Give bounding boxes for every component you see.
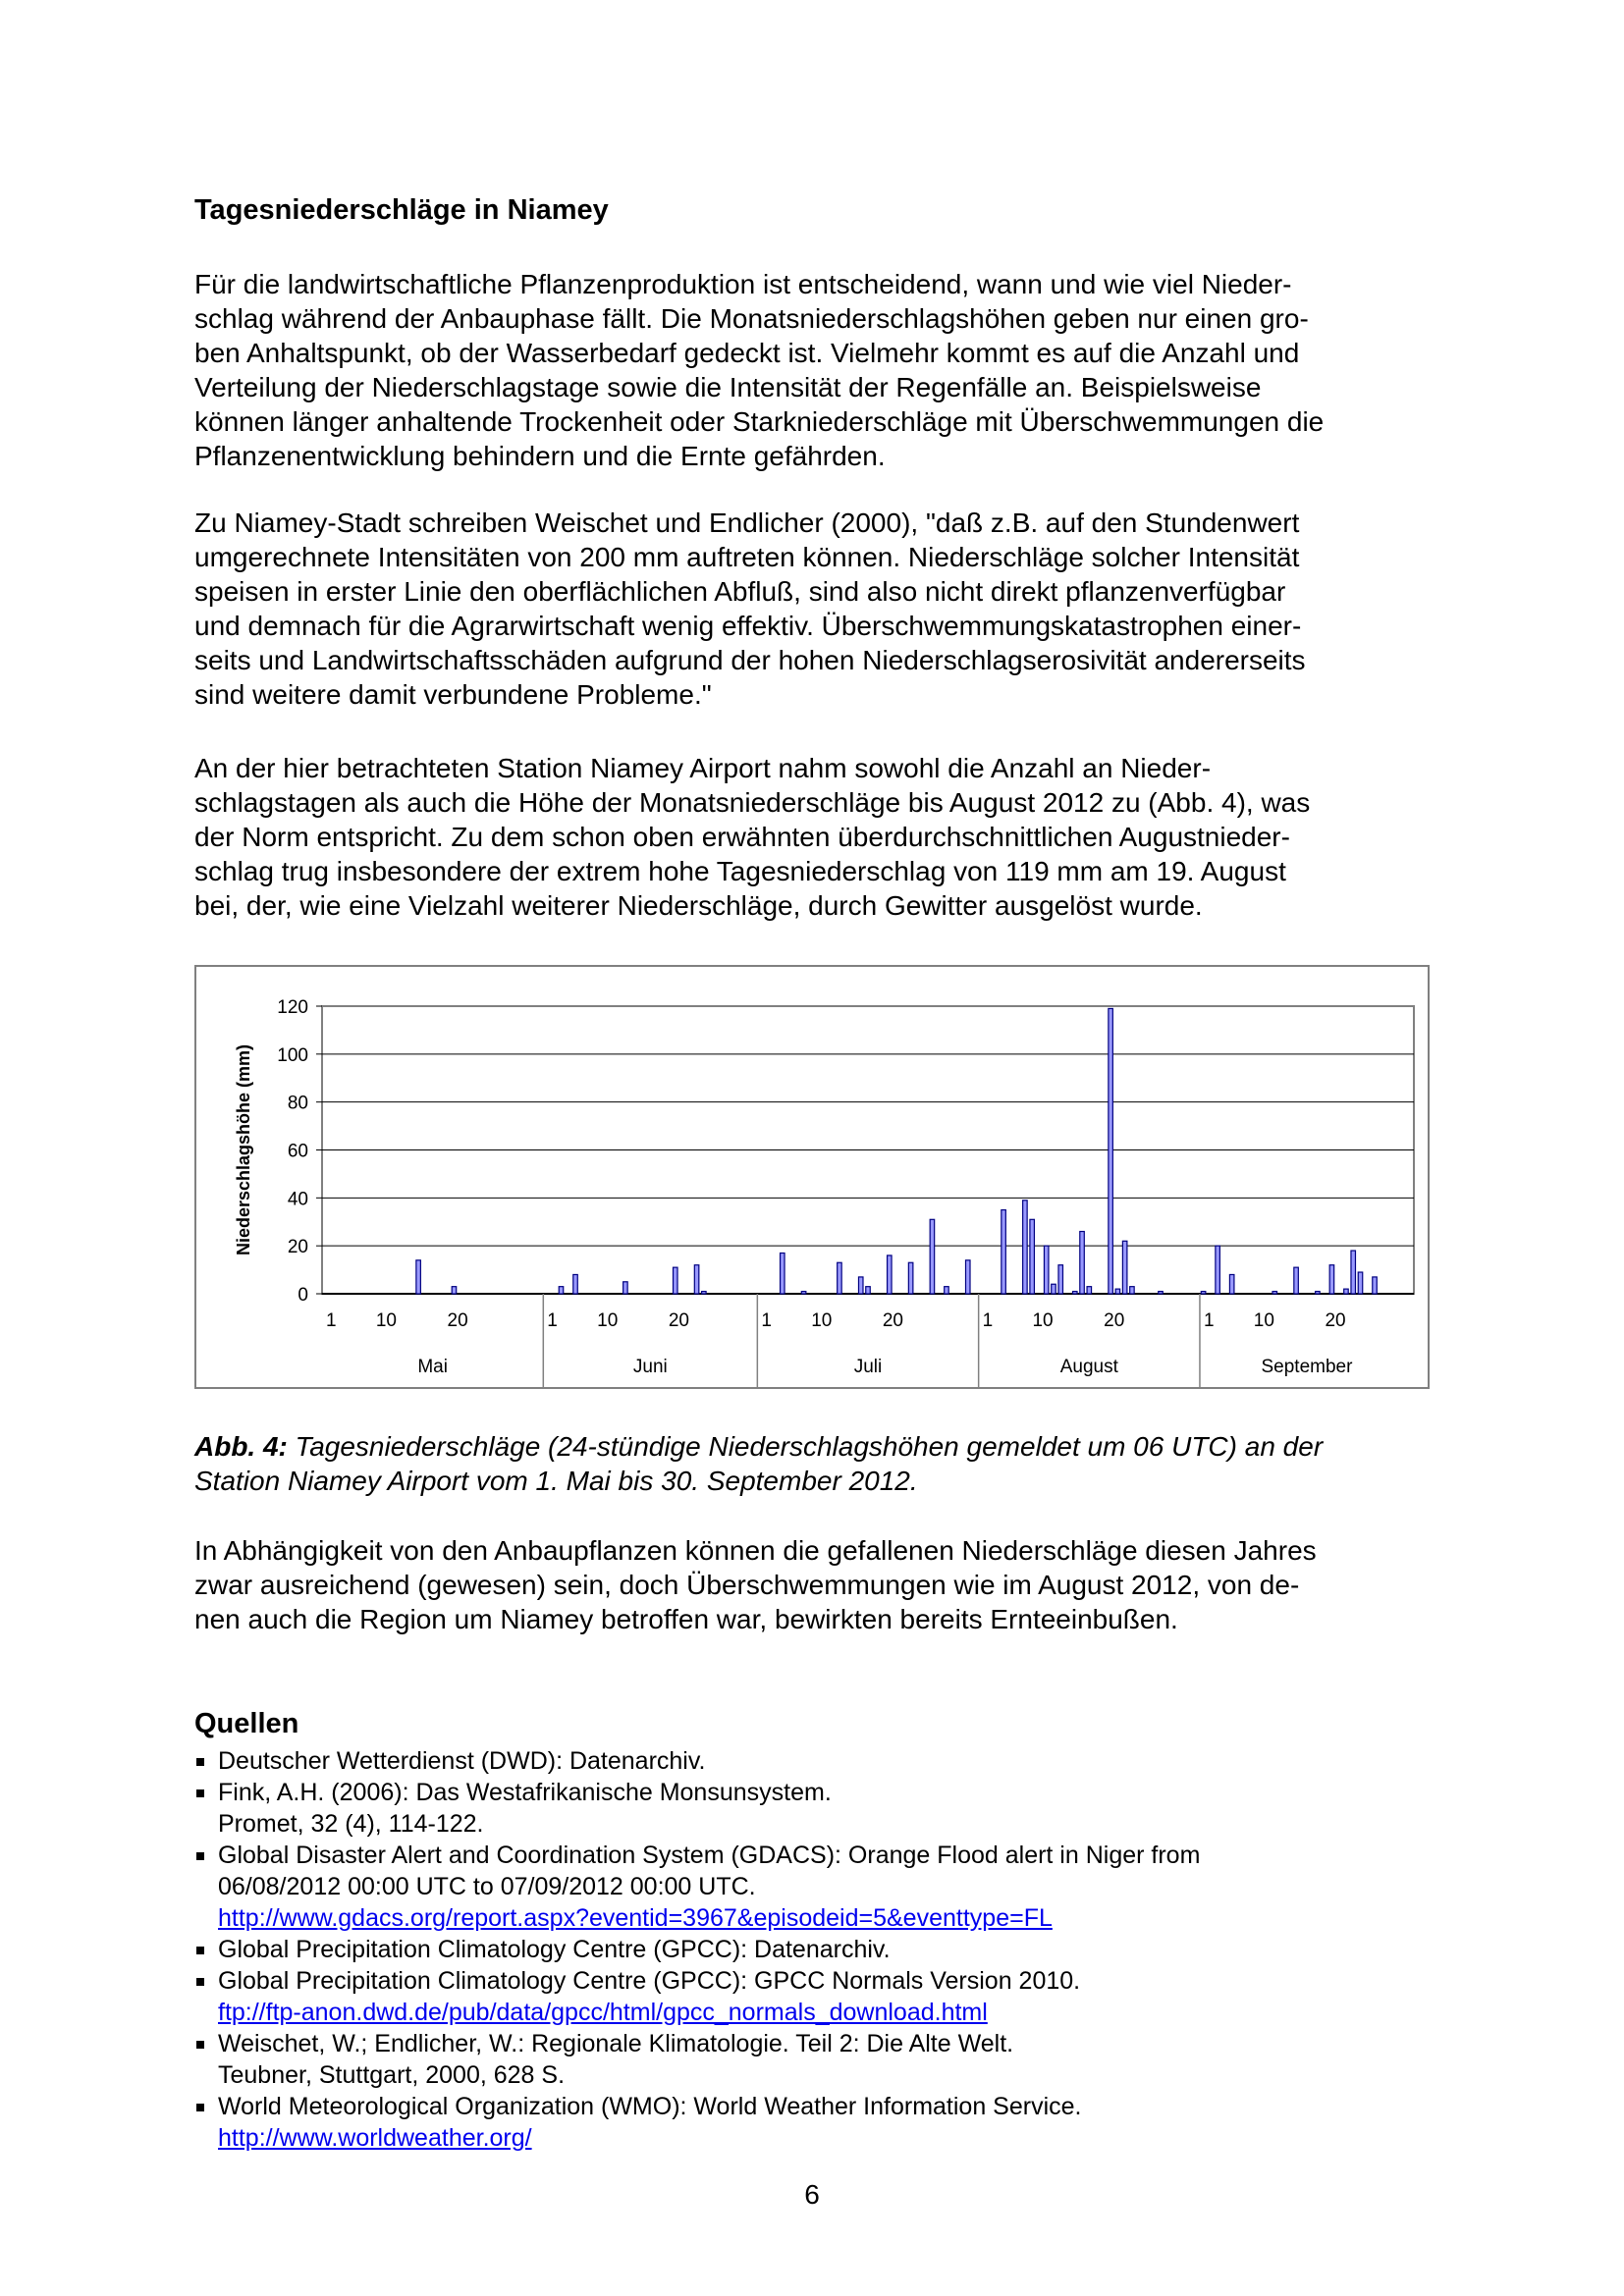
bar (1023, 1201, 1028, 1294)
x-tick-label: 20 (882, 1310, 904, 1331)
month-label: Juni (632, 1357, 668, 1377)
bar (1216, 1246, 1220, 1294)
text-line: bei, der, wie eine Vielzahl weiterer Niederschläge, durch Gewitter ausgelöst wurde. (194, 890, 1203, 921)
bar (1115, 1289, 1120, 1294)
bar (1044, 1246, 1049, 1294)
bar (858, 1277, 863, 1294)
bar (1351, 1251, 1356, 1294)
month-label: September (1261, 1357, 1353, 1377)
bar (1073, 1292, 1078, 1294)
bar (623, 1282, 628, 1294)
bar (781, 1253, 785, 1294)
paragraph-quote (194, 506, 1451, 712)
x-tick-label: 10 (1032, 1310, 1054, 1331)
y-tick-label: 0 (298, 1285, 308, 1306)
y-tick-label: 20 (287, 1237, 308, 1258)
source-link-wmo[interactable]: http://www.worldweather.org/ (218, 2124, 532, 2152)
bar (945, 1287, 949, 1294)
y-axis-label: Niederschlagshöhe (mm) (234, 1043, 253, 1256)
bar (694, 1265, 699, 1294)
source-text: Global Precipitation Climatology Centre (GPCC): Datenarchiv. (218, 1936, 891, 1963)
source-item (194, 1777, 1471, 1840)
x-tick-label: 20 (447, 1310, 468, 1331)
x-tick-label: 1 (1203, 1310, 1215, 1331)
text-line: und demnach für die Agrarwirtschaft wenig effektiv. Überschwemmungskatastrophen einer- (194, 611, 1302, 641)
caption-label: Abb. 4: (194, 1431, 288, 1462)
text-line: nen auch die Region um Niamey betroffen war, bewirkten bereits Ernteeinbußen. (194, 1604, 1178, 1634)
source-item (194, 1745, 1471, 1777)
text-line: schlagstagen als auch die Höhe der Monatsniederschläge bis August 2012 zu (Abb. 4), was (194, 787, 1311, 818)
text-line: Für die landwirtschaftliche Pflanzenproduktion ist entscheidend, wann und wie viel Nieder- (194, 269, 1292, 299)
bar (1058, 1265, 1063, 1294)
source-item (194, 1840, 1471, 1934)
month-label: August (1059, 1357, 1118, 1377)
bar (452, 1287, 457, 1294)
bar (1329, 1265, 1334, 1294)
source-text: Promet, 32 (4), 114-122. (218, 1810, 484, 1838)
source-link-gdacs[interactable]: http://www.gdacs.org/report.aspx?eventid=3967&episodeid=5&eventtype=FL (218, 1904, 1053, 1932)
bar (1201, 1292, 1206, 1294)
x-tick-label: 10 (811, 1310, 833, 1331)
bar (1344, 1289, 1349, 1294)
x-tick-label: 20 (1325, 1310, 1346, 1331)
bar (1030, 1219, 1035, 1294)
text-line: können länger anhaltende Trockenheit oder Starkniederschläge mit Überschwemmungen die (194, 406, 1325, 437)
bar (674, 1267, 678, 1294)
source-item (194, 2028, 1471, 2091)
source-item (194, 1965, 1471, 2028)
x-tick-label: 1 (982, 1310, 994, 1331)
source-text: World Meteorological Organization (WMO): World Weather Information Service. (218, 2093, 1082, 2120)
bar (1373, 1277, 1378, 1294)
source-text: Fink, A.H. (2006): Das Westafrikanische Monsunsystem. (218, 1779, 832, 1806)
text-line: schlag während der Anbauphase fällt. Die Monatsniederschlagshöhen geben nur einen gro- (194, 303, 1309, 334)
x-tick-label: 20 (1104, 1310, 1125, 1331)
text-line: speisen in erster Linie den oberflächlichen Abfluß, sind also nicht direkt pflanzenverfügbar (194, 576, 1286, 607)
precipitation-chart (194, 965, 1430, 1389)
bar (1109, 1008, 1113, 1294)
text-line: ben Anhaltspunkt, ob der Wasserbedarf gedeckt ist. Vielmehr kommt es auf die Anzahl und (194, 338, 1300, 368)
bar (559, 1287, 564, 1294)
text-line: In Abhängigkeit von den Anbaupflanzen können die gefallenen Niederschläge diesen Jahres (194, 1535, 1317, 1566)
bar (1001, 1210, 1006, 1294)
source-text: Weischet, W.; Endlicher, W.: Regionale Klimatologie. Teil 2: Die Alte Welt. (218, 2030, 1014, 2057)
y-tick-label: 80 (287, 1093, 308, 1114)
source-text: Global Disaster Alert and Coordination System (GDACS): Orange Flood alert in Niger from (218, 1842, 1201, 1869)
text-line: Pflanzenentwicklung behindern und die Ernte gefährden. (194, 441, 886, 471)
bar (1080, 1232, 1085, 1294)
sources-list (194, 1745, 1471, 2154)
chart-canvas (196, 967, 1428, 1387)
source-text: Teubner, Stuttgart, 2000, 628 S. (218, 2061, 566, 2089)
figure-caption (194, 1429, 1471, 1498)
bar (1130, 1287, 1135, 1294)
month-label: Mai (417, 1357, 448, 1377)
bar (1229, 1274, 1234, 1294)
text-line: umgerechnete Intensitäten von 200 mm auftreten können. Niederschläge solcher Intensität (194, 542, 1300, 572)
paragraph-conclusion (194, 1533, 1451, 1636)
x-tick-label: 10 (597, 1310, 619, 1331)
bar (702, 1292, 707, 1294)
paragraph-station (194, 751, 1451, 923)
bar (866, 1287, 871, 1294)
y-tick-label: 40 (287, 1189, 308, 1210)
bar (930, 1219, 935, 1294)
bar (801, 1292, 806, 1294)
page-heading: Tagesniederschläge in Niamey (194, 194, 609, 226)
sources-heading: Quellen (194, 1708, 299, 1739)
bar (1358, 1272, 1363, 1294)
y-tick-label: 60 (287, 1141, 308, 1162)
bar (1052, 1284, 1056, 1294)
caption-text: Tagesniederschläge (24-stündige Niederschlagshöhen gemeldet um 06 UTC) an der (287, 1431, 1324, 1462)
paragraph-intro (194, 267, 1451, 473)
bar (965, 1260, 970, 1294)
bar (908, 1262, 913, 1294)
month-label: Juli (853, 1357, 883, 1377)
bar (888, 1255, 893, 1294)
bar (838, 1262, 842, 1294)
caption-text: Station Niamey Airport vom 1. Mai bis 30. September 2012. (194, 1466, 918, 1496)
y-tick-label: 120 (277, 997, 308, 1018)
source-link-gpcc[interactable]: ftp://ftp-anon.dwd.de/pub/data/gpcc/html/gpcc_normals_download.html (218, 1999, 988, 2026)
text-line: An der hier betrachteten Station Niamey Airport nahm sowohl die Anzahl an Nieder- (194, 753, 1212, 783)
bar (1087, 1287, 1092, 1294)
x-tick-label: 10 (375, 1310, 397, 1331)
bar (1122, 1241, 1127, 1294)
y-tick-label: 100 (277, 1044, 308, 1066)
source-text: 06/08/2012 00:00 UTC to 07/09/2012 00:00 UTC. (218, 1873, 756, 1900)
text-line: Verteilung der Niederschlagstage sowie die Intensität der Regenfälle an. Beispielsweise (194, 372, 1262, 402)
source-text: Global Precipitation Climatology Centre (GPCC): GPCC Normals Version 2010. (218, 1967, 1081, 1995)
x-tick-label: 1 (326, 1310, 337, 1331)
bar (1159, 1292, 1164, 1294)
source-item (194, 1934, 1471, 1965)
text-line: zwar ausreichend (gewesen) sein, doch Überschwemmungen wie im August 2012, von de- (194, 1570, 1300, 1600)
text-line: sind weitere damit verbundene Probleme." (194, 679, 712, 710)
text-line: seits und Landwirtschaftsschäden aufgrund der hohen Niederschlagserosivität andererseits (194, 645, 1306, 675)
text-line: schlag trug insbesondere der extrem hohe Tagesniederschlag von 119 mm am 19. August (194, 856, 1286, 886)
bar (416, 1260, 421, 1294)
bar (1294, 1267, 1299, 1294)
page-number: 6 (804, 2179, 820, 2210)
source-item (194, 2091, 1471, 2154)
x-tick-label: 1 (547, 1310, 558, 1331)
text-line: Zu Niamey-Stadt schreiben Weischet und Endlicher (2000), "daß z.B. auf den Stundenwert (194, 507, 1300, 538)
text-line: der Norm entspricht. Zu dem schon oben erwähnten überdurchschnittlichen Augustnieder- (194, 822, 1290, 852)
bar (1316, 1292, 1321, 1294)
x-tick-label: 1 (761, 1310, 772, 1331)
x-tick-label: 10 (1253, 1310, 1274, 1331)
bar (1272, 1292, 1277, 1294)
bar (573, 1274, 578, 1294)
source-text: Deutscher Wetterdienst (DWD): Datenarchiv. (218, 1747, 706, 1775)
x-tick-label: 20 (668, 1310, 689, 1331)
